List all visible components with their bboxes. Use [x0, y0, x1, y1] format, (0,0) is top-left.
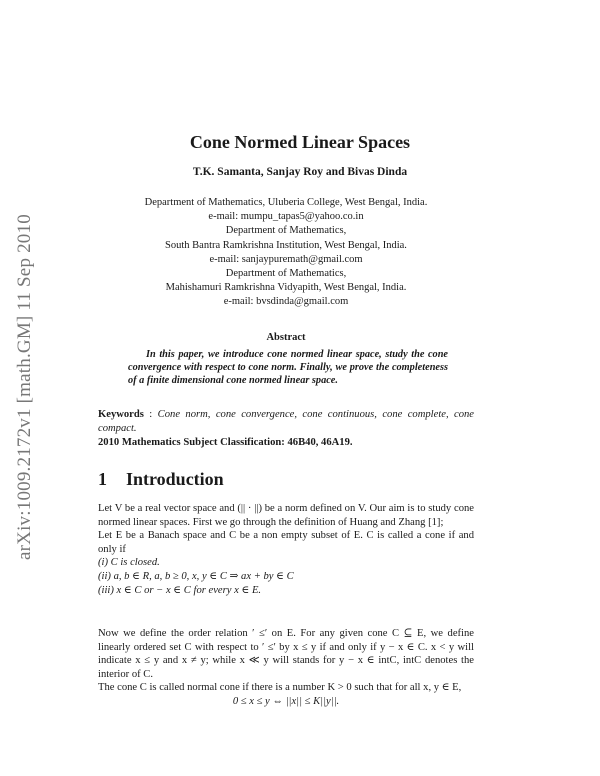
keywords-separator: : — [143, 409, 158, 420]
keywords-value: Cone norm, cone convergence, cone continuous, cone complete, cone compact. — [98, 409, 475, 434]
keywords — [98, 408, 474, 435]
order-paragraph — [98, 627, 474, 709]
order-line: Now we define the order relation ′ ≤′ on E. For any given cone C ⊆ E, we define linearly ordered set C with respect to ′ ≤′ by x ≤ y if and only if y − x ∈ C. x < y will indicate x ≤ y and x ≠ y; while x ≪ y will stands for y − x ∈ intC, intC denotes the interior of C. — [98, 628, 474, 680]
affiliation-email: e-mail: bvsdinda@gmail.com — [223, 296, 349, 308]
affiliation-line: Mahishamuri Ramkrishna Vidyapith, West Bengal, India. — [165, 282, 407, 294]
normal-cone-equation: 0 ≤ x ≤ y ⇔ ||x|| ≤ K||y||. — [232, 695, 340, 707]
affiliation-line: Department of Mathematics, — [225, 268, 347, 280]
affiliation-email: e-mail: sanjaypuremath@gmail.com — [209, 253, 363, 265]
section-title: Introduction — [126, 469, 224, 489]
cone-condition: (i) C is closed. — [98, 557, 160, 569]
cone-condition: (iii) x ∈ C or − x ∈ C for every x ∈ E. — [98, 584, 262, 596]
paper-authors: T.K. Samanta, Sanjay Roy and Bivas Dinda — [192, 166, 408, 178]
section-heading — [98, 469, 224, 490]
abstract-text: In this paper, we introduce cone normed linear space, study the cone convergence with respect to cone norm. Finally, we prove the completeness of a finite dimensional cone normed linear space. — [128, 349, 448, 387]
keywords-label: Keywords — [98, 409, 144, 420]
abstract-heading: Abstract — [266, 332, 306, 343]
intro-line: Let V be a real vector space and (|| · ||) be a norm defined on V. Our aim is to study cone normed linear spaces. First we go through the definition of Huang and Zhang [1]; — [98, 503, 474, 528]
msc-classification: 2010 Mathematics Subject Classification: 46B40, 46A19. — [98, 437, 353, 448]
order-line: The cone C is called normal cone if there is a number K > 0 such that for all x, y ∈ E, — [98, 682, 462, 694]
affiliation-line: South Bantra Ramkrishna Institution, West Bengal, India. — [165, 239, 407, 251]
affiliation-line: Department of Mathematics, Uluberia College, West Bengal, India. — [144, 197, 428, 208]
arxiv-identifier: arXiv:1009.2172v1 [math.GM] 11 Sep 2010 — [14, 214, 35, 560]
cone-condition: (ii) a, b ∈ R, a, b ≥ 0, x, y ∈ C ⇒ ax + by ∈ C — [98, 570, 294, 582]
section-number: 1 — [98, 469, 107, 489]
intro-paragraph — [98, 502, 474, 597]
paper-title: Cone Normed Linear Spaces — [189, 132, 411, 152]
affiliations — [0, 196, 572, 310]
intro-line: Let E be a Banach space and C be a non empty subset of E. C is called a cone if and only if — [98, 530, 474, 555]
affiliation-email: e-mail: mumpu_tapas5@yahoo.co.in — [208, 211, 364, 223]
affiliation-line: Department of Mathematics, — [225, 225, 347, 237]
